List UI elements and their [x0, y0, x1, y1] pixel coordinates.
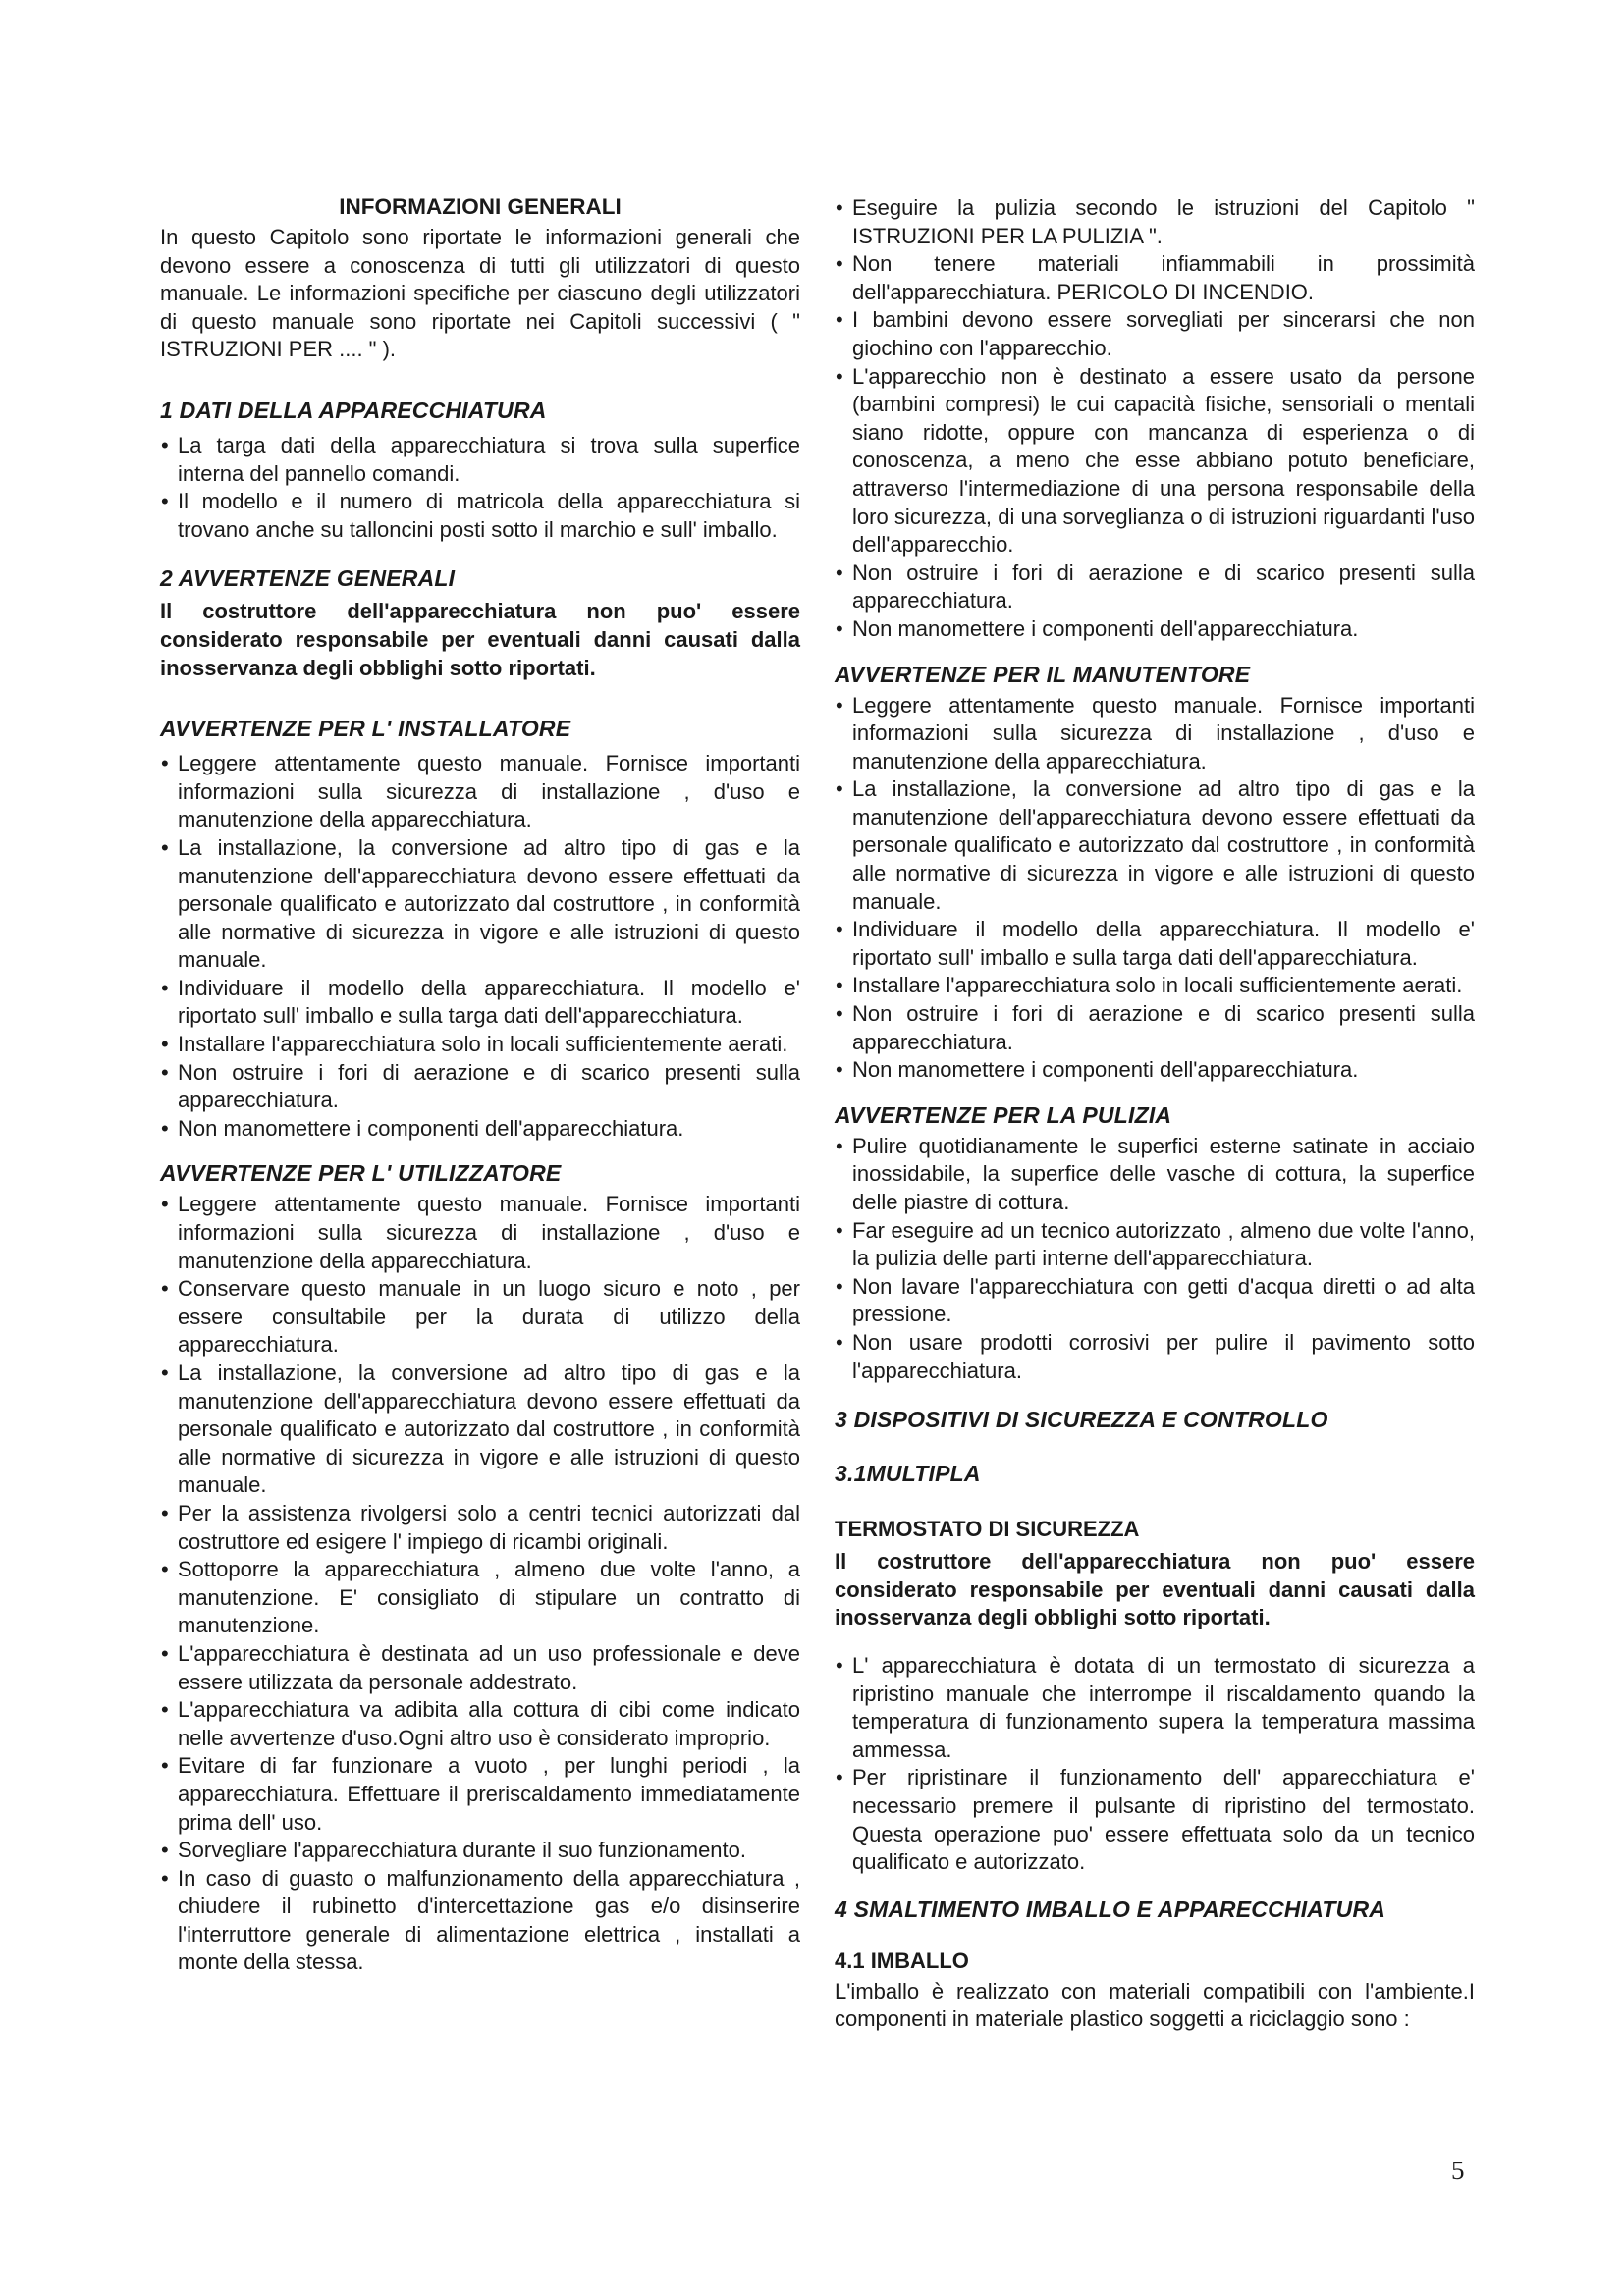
- list-item: • Non ostruire i fori di aerazione e di scarico presenti sulla apparecchiatura.: [835, 1000, 1475, 1056]
- list-item: • La targa dati della apparecchiatura si trova sulla superfice interna del pannello comandi.: [160, 432, 800, 488]
- list-item: • L' apparecchiatura è dotata di un termostato di sicurezza a ripristino manuale che interrompe il riscaldamento quando la temperatura di funzionamento supera la temperatura massima ammessa.: [835, 1652, 1475, 1764]
- continued-warnings-list: [835, 194, 1475, 644]
- left-column: [160, 194, 800, 1977]
- list-item: • Installare l'apparecchiatura solo in locali sufficientemente aerati.: [160, 1031, 800, 1059]
- cleaning-warnings-list: [835, 1133, 1475, 1385]
- list-item: • Individuare il modello della apparecchiatura. Il modello e' riportato sull' imballo e sulla targa dati dell'apparecchiatura.: [160, 975, 800, 1031]
- thermostat-list: [835, 1652, 1475, 1877]
- list-item: • Leggere attentamente questo manuale. Fornisce importanti informazioni sulla sicurezza di installazione , d'uso e manutenzione della apparecchiatura.: [835, 692, 1475, 776]
- list-item: • La installazione, la conversione ad altro tipo di gas e la manutenzione dell'apparecchiatura devono essere effettuati da personale qualificato e autorizzato dal costruttore , in conformità alle normative di sicurezza in vigore e alle istruzioni di questo manuale.: [160, 834, 800, 975]
- list-item: • Non manomettere i componenti dell'apparecchiatura.: [835, 1056, 1475, 1085]
- list-item: • Pulire quotidianamente le superfici esterne satinate in acciaio inossidabile, la superfice delle vasche di cottura, la superfice delle piastre di cottura.: [835, 1133, 1475, 1217]
- list-item: • Leggere attentamente questo manuale. Fornisce importanti informazioni sulla sicurezza di installazione , d'uso e manutenzione della apparecchiatura.: [160, 1191, 800, 1275]
- list-item: • Sorvegliare l'apparecchiatura durante il suo funzionamento.: [160, 1837, 800, 1865]
- general-warning: Il costruttore dell'apparecchiatura non puo' essere considerato responsabile per eventuali danni causati dalla inosservanza degli obblighi sotto riportati.: [160, 599, 800, 680]
- list-item: • Non ostruire i fori di aerazione e di scarico presenti sulla apparecchiatura.: [835, 560, 1475, 615]
- list-item: • Sottoporre la apparecchiatura , almeno due volte l'anno, a manutenzione. E' consigliato di stipulare un contratto di manutenzione.: [160, 1556, 800, 1640]
- page-number: 5: [1451, 2156, 1465, 2185]
- list-item: • In caso di guasto o malfunzionamento della apparecchiatura , chiudere il rubinetto d'intercettazione gas e/o disinserire l'interruttore generale di alimentazione elettrica , installati a monte della stessa.: [160, 1865, 800, 1977]
- list-item: • L'apparecchio non è destinato a essere usato da persone (bambini compresi) le cui capacità fisiche, sensoriali o mentali siano ridotte, oppure con mancanza di esperienza o di conoscenza, a meno che esse abbiano potuto beneficiare, attraverso l'intermediazione di una persona responsabile della loro sicurezza, di una sorveglianza o di istruzioni riguardanti l'uso dell'apparecchio.: [835, 363, 1475, 560]
- list-item: • Installare l'apparecchiatura solo in locali sufficientemente aerati.: [835, 972, 1475, 1000]
- list-item: • La installazione, la conversione ad altro tipo di gas e la manutenzione dell'apparecchiatura devono essere effettuati da personale qualificato e autorizzato dal costruttore , in conformità alle normative di sicurezza in vigore e alle istruzioni di questo manuale.: [835, 775, 1475, 916]
- list-item: • Evitare di far funzionare a vuoto , per lunghi periodi , la apparecchiatura. Effettuare il preriscaldamento immediatamente prima dell' uso.: [160, 1752, 800, 1837]
- list-item: • Leggere attentamente questo manuale. Fornisce importanti informazioni sulla sicurezza di installazione , d'uso e manutenzione della apparecchiatura.: [160, 750, 800, 834]
- list-item: • L'apparecchiatura va adibita alla cottura di cibi come indicato nelle avvertenze d'uso.Ogni altro uso è considerato improprio.: [160, 1696, 800, 1752]
- list-item: • Non lavare l'apparecchiatura con getti d'acqua diretti o ad alta pressione.: [835, 1273, 1475, 1329]
- section-4-heading: 4 SMALTIMENTO IMBALLO E APPARECCHIATURA: [835, 1896, 1386, 1922]
- list-item: • Eseguire la pulizia secondo le istruzioni del Capitolo " ISTRUZIONI PER LA PULIZIA ".: [835, 194, 1475, 250]
- page-title: INFORMAZIONI GENERALI: [339, 194, 622, 219]
- list-item: • Conservare questo manuale in un luogo sicuro e noto , per essere consultabile per la durata di utilizzo della apparecchiatura.: [160, 1275, 800, 1360]
- list-item: • Non manomettere i componenti dell'apparecchiatura.: [835, 615, 1475, 644]
- list-item: • La installazione, la conversione ad altro tipo di gas e la manutenzione dell'apparecchiatura devono essere effettuati da personale qualificato e autorizzato dal costruttore , in conformità alle normative di sicurezza in vigore e alle istruzioni di questo manuale.: [160, 1360, 800, 1500]
- section-4-1-heading: 4.1 IMBALLO: [835, 1948, 969, 1973]
- list-item: • L'apparecchiatura è destinata ad un uso professionale e deve essere utilizzata da personale addestrato.: [160, 1640, 800, 1696]
- user-warnings-heading: AVVERTENZE PER L' UTILIZZATORE: [160, 1160, 562, 1187]
- list-item: • Per ripristinare il funzionamento dell' apparecchiatura e' necessario premere il pulsante di ripristino del termostato. Questa operazione puo' essere effettuata solo da un tecnico qualificato e autorizzato.: [835, 1764, 1475, 1876]
- section-1-list: [160, 432, 800, 544]
- list-item: • Far eseguire ad un tecnico autorizzato , almeno due volte l'anno, la pulizia delle parti interne dell'apparecchiatura.: [835, 1217, 1475, 1273]
- safety-thermostat-heading: TERMOSTATO DI SICUREZZA: [835, 1517, 1140, 1542]
- user-warnings-list: [160, 1191, 800, 1977]
- list-item: • Non tenere materiali infiammabili in prossimità dell'apparecchiatura. PERICOLO DI INCENDIO.: [835, 250, 1475, 306]
- maintainer-warnings-list: [835, 692, 1475, 1085]
- list-item: • I bambini devono essere sorvegliati per sincerarsi che non giochino con l'apparecchio.: [835, 306, 1475, 362]
- installer-warnings-list: [160, 750, 800, 1143]
- list-item: • Individuare il modello della apparecchiatura. Il modello e' riportato sull' imballo e sulla targa dati dell'apparecchiatura.: [835, 916, 1475, 972]
- list-item: • Il modello e il numero di matricola della apparecchiatura si trovano anche su talloncini posti sotto il marchio e sull' imballo.: [160, 488, 800, 544]
- list-item: • Non manomettere i componenti dell'apparecchiatura.: [160, 1115, 800, 1144]
- packaging-paragraph: L'imballo è realizzato con materiali compatibili con l'ambiente.I componenti in materiale plastico soggetti a riciclaggio sono :: [835, 1978, 1475, 2032]
- right-column: [835, 194, 1475, 2034]
- list-item: • Non usare prodotti corrosivi per pulire il pavimento sotto l'apparecchiatura.: [835, 1329, 1475, 1385]
- installer-warnings-heading: AVVERTENZE PER L' INSTALLATORE: [160, 716, 571, 742]
- list-item: • Non ostruire i fori di aerazione e di scarico presenti sulla apparecchiatura.: [160, 1059, 800, 1115]
- section-2-heading: 2 AVVERTENZE GENERALI: [160, 565, 456, 592]
- section-1-heading: 1 DATI DELLA APPARECCHIATURA: [160, 397, 547, 423]
- intro-paragraph: In questo Capitolo sono riportate le informazioni generali che devono essere a conoscenza di tutti gli utilizzatori di questo manuale. Le informazioni specifiche per ciascuno degli utilizzatori di questo manuale sono riportate nei Capitoli successivi ( " ISTRUZIONI PER .... " ).: [160, 225, 800, 362]
- section-3-1-heading: 3.1MULTIPLA: [835, 1461, 981, 1487]
- cleaning-warnings-heading: AVVERTENZE PER LA PULIZIA: [835, 1101, 1172, 1128]
- maintainer-warnings-heading: AVVERTENZE PER IL MANUTENTORE: [835, 661, 1251, 687]
- list-item: • Per la assistenza rivolgersi solo a centri tecnici autorizzati dal costruttore ed esigere l' impiego di ricambi originali.: [160, 1500, 800, 1556]
- section-3-heading: 3 DISPOSITIVI DI SICUREZZA E CONTROLLO: [835, 1407, 1328, 1433]
- thermostat-warning: Il costruttore dell'apparecchiatura non puo' essere considerato responsabile per eventuali danni causati dalla inosservanza degli obblighi sotto riportati.: [835, 1549, 1475, 1630]
